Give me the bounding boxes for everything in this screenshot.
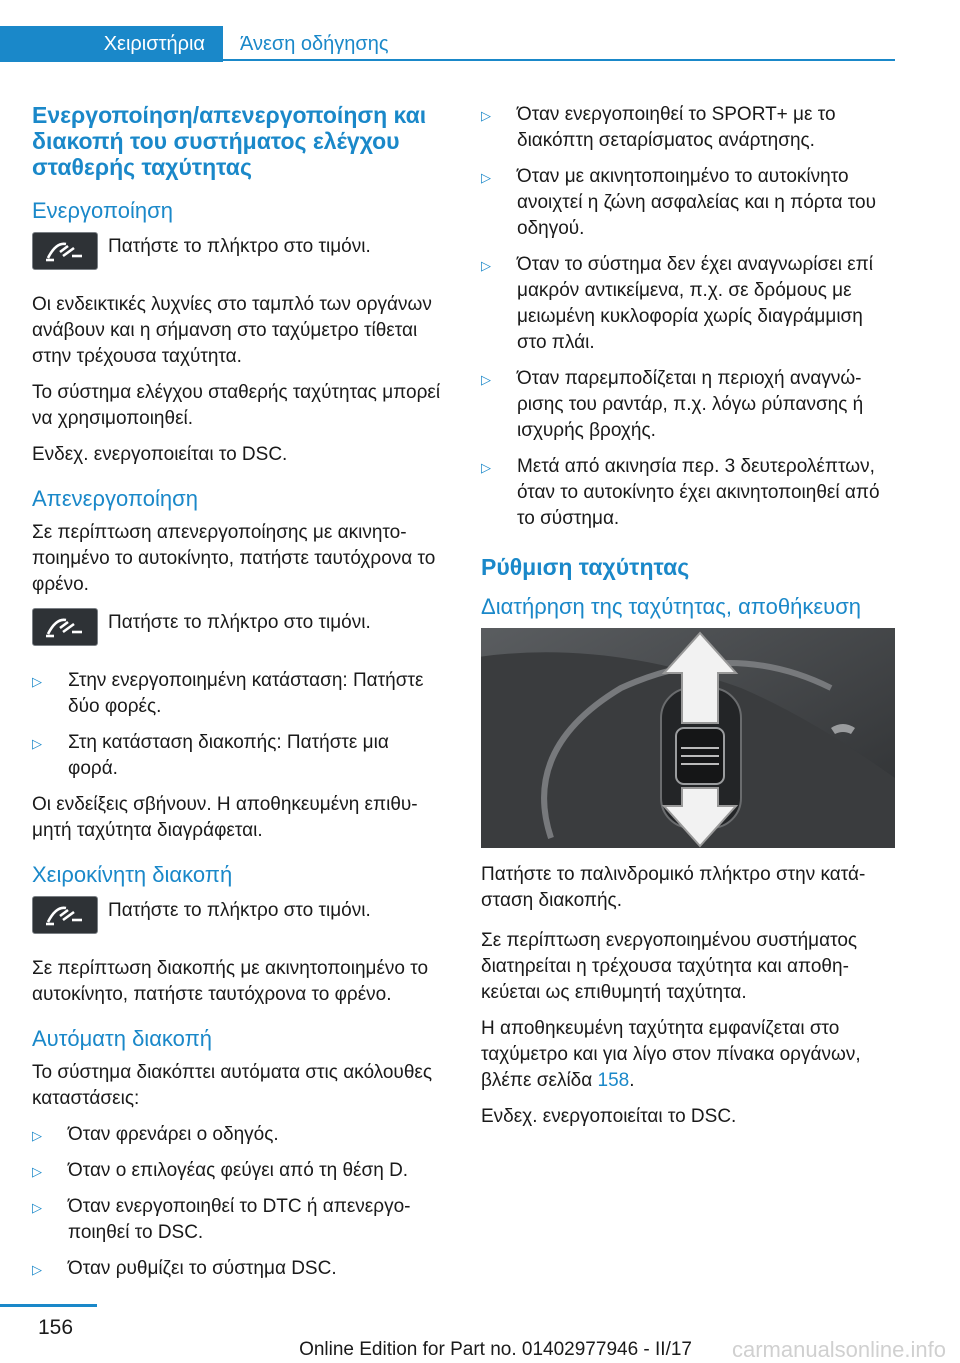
activation-button-text: Πατήστε το πλήκτρο στο τιμόνι. xyxy=(108,236,371,257)
list-item: ▷ Στην ενεργοποιημένη κατάσταση: Πατήστε δύο φορές. xyxy=(32,670,424,717)
page-link[interactable]: 158 xyxy=(597,1070,630,1091)
speed-setting-title: Ρύθμιση ταχύτητας xyxy=(481,554,690,580)
manual-button-row xyxy=(32,896,444,934)
section-title: Ενεργοποίηση/απενεργοποίηση και διακοπή του συστήματος ελέγχου σταθερής ταχύτητας xyxy=(32,102,427,180)
footer-rule xyxy=(0,1304,97,1307)
deactivation-paragraph-2: Οι ενδείξεις σβήνουν. Η αποθηκευμένη επιθυμητή ταχύτητα διαγράφεται. xyxy=(32,794,418,841)
store-paragraph-1: Πατήστε το παλινδρομικό πλήκτρο στην κατάσταση διακοπής. xyxy=(481,864,866,911)
header-tab-controls[interactable]: Χειριστήρια xyxy=(0,26,223,62)
edition-text: Online Edition for Part no. 01402977946 - II/17 xyxy=(299,1339,692,1360)
watermark: carmanualsonline.info xyxy=(731,1337,946,1362)
list-item: ▷ Όταν ενεργοποιηθεί το SPORT+ με το διακόπτη σεταρίσματος ανάρτησης. xyxy=(481,104,836,151)
triangle-bullet-icon: ▷ xyxy=(32,1128,42,1143)
page-number: 156 xyxy=(38,1316,74,1339)
list-item: ▷ Όταν ενεργοποιηθεί το DTC ή απενεργοποιηθεί το DSC. xyxy=(32,1196,411,1243)
activation-paragraph-2: Το σύστημα ελέγχου σταθερής ταχύτητας μπορεί να χρησιμοποιηθεί. xyxy=(32,382,441,429)
deactivation-bullet-list xyxy=(32,668,444,782)
store-paragraph-4: Ενδεχ. ενεργοποιείται το DSC. xyxy=(481,1106,737,1127)
cruise-control-button-icon xyxy=(32,896,98,934)
deactivation-button-text: Πατήστε το πλήκτρο στο τιμόνι. xyxy=(108,612,371,633)
cruise-control-button-icon xyxy=(32,608,98,646)
triangle-bullet-icon: ▷ xyxy=(32,674,42,689)
list-item: ▷ Όταν το σύστημα δεν έχει αναγνωρίσει επί μακρόν αντικείμενα, π.χ. σε δρόμους με μειωμένη κυκλοφορία χωρίς διαγράμμιση στο πλάι. xyxy=(481,254,873,353)
list-item: ▷ Όταν ρυθμίζει το σύστημα DSC. xyxy=(32,1256,444,1282)
automatic-bullet-list xyxy=(32,1122,444,1282)
list-item: ▷ Όταν με ακινητοποιημένο το αυτοκίνητο ανοιχτεί η ζώνη ασφαλείας και η πόρτα του οδηγού. xyxy=(481,166,876,239)
deactivation-heading: Απενεργοποίηση xyxy=(32,486,198,511)
automatic-bullet-list-continued xyxy=(481,102,893,532)
triangle-bullet-icon: ▷ xyxy=(481,108,491,123)
list-item: ▷ Όταν φρενάρει ο οδηγός. xyxy=(32,1122,444,1148)
activation-heading: Ενεργοποίηση xyxy=(32,198,173,223)
triangle-bullet-icon: ▷ xyxy=(481,460,491,475)
triangle-bullet-icon: ▷ xyxy=(481,170,491,185)
triangle-bullet-icon: ▷ xyxy=(32,1200,42,1215)
header-rule xyxy=(223,59,895,61)
store-paragraph-3: Η αποθηκευμένη ταχύτητα εμφανίζεται στο ταχύμετρο και για λίγο στον πίνακα οργάνων, βλέπε σελίδα 158. xyxy=(481,1018,861,1091)
triangle-bullet-icon: ▷ xyxy=(481,372,491,387)
deactivation-paragraph-1: Σε περίπτωση απενεργοποίησης με ακινητοποιημένο το αυτοκίνητο, πατήστε ταυτόχρονα το φρένο. xyxy=(32,522,436,595)
triangle-bullet-icon: ▷ xyxy=(32,736,42,751)
triangle-bullet-icon: ▷ xyxy=(481,258,491,273)
steering-wheel-illustration xyxy=(481,628,895,848)
list-item: ▷ Στη κατάσταση διακοπής: Πατήστε μια φορά. xyxy=(32,732,389,779)
steering-wheel-rocker-photo xyxy=(481,628,895,848)
store-paragraph-2: Σε περίπτωση ενεργοποιημένου συστήματος διατηρείται η τρέχουσα ταχύτητα και αποθηκεύεται ως επιθυμητή ταχύτητα. xyxy=(481,930,858,1003)
header-tab-driving-comfort[interactable]: Άνεση οδήγησης xyxy=(240,33,389,55)
list-item: ▷ Όταν παρεμποδίζεται η περιοχή αναγνώρισης του ραντάρ, π.χ. λόγω ρύπανσης ή ισχυρής βροχής. xyxy=(481,368,864,441)
right-column xyxy=(481,102,893,1140)
manual-paragraph-1: Σε περίπτωση διακοπής με ακινητοποιημένο το αυτοκίνητο, πατήστε ταυτόχρονα το φρένο. xyxy=(32,958,429,1005)
page-header xyxy=(0,26,895,62)
cruise-control-button-icon xyxy=(32,232,98,270)
manual-button-text: Πατήστε το πλήκτρο στο τιμόνι. xyxy=(108,900,371,921)
deactivation-button-row xyxy=(32,608,444,646)
maintain-store-heading: Διατήρηση της ταχύτητας, αποθήκευση xyxy=(481,594,862,619)
automatic-interrupt-heading: Αυτόματη διακοπή xyxy=(32,1026,212,1051)
triangle-bullet-icon: ▷ xyxy=(32,1262,42,1277)
activation-paragraph-1: Οι ενδεικτικές λυχνίες στο ταμπλό των οργάνων ανάβουν και η σήμανση στο ταχύμετρο τίθεται στην τρέχουσα ταχύτητα. xyxy=(32,294,432,367)
left-column xyxy=(32,102,444,1292)
activation-button-row xyxy=(32,232,444,270)
list-item: ▷ Μετά από ακινησία περ. 3 δευτερολέπτων, όταν το αυτοκίνητο έχει ακινητοποιηθεί από το σύστημα. xyxy=(481,456,880,529)
triangle-bullet-icon: ▷ xyxy=(32,1164,42,1179)
list-item: ▷ Όταν ο επιλογέας φεύγει από τη θέση D. xyxy=(32,1158,444,1184)
activation-paragraph-3: Ενδεχ. ενεργοποιείται το DSC. xyxy=(32,444,288,465)
manual-interrupt-heading: Χειροκίνητη διακοπή xyxy=(32,862,233,887)
automatic-paragraph-1: Το σύστημα διακόπτει αυτόματα στις ακόλουθες καταστάσεις: xyxy=(32,1062,433,1109)
